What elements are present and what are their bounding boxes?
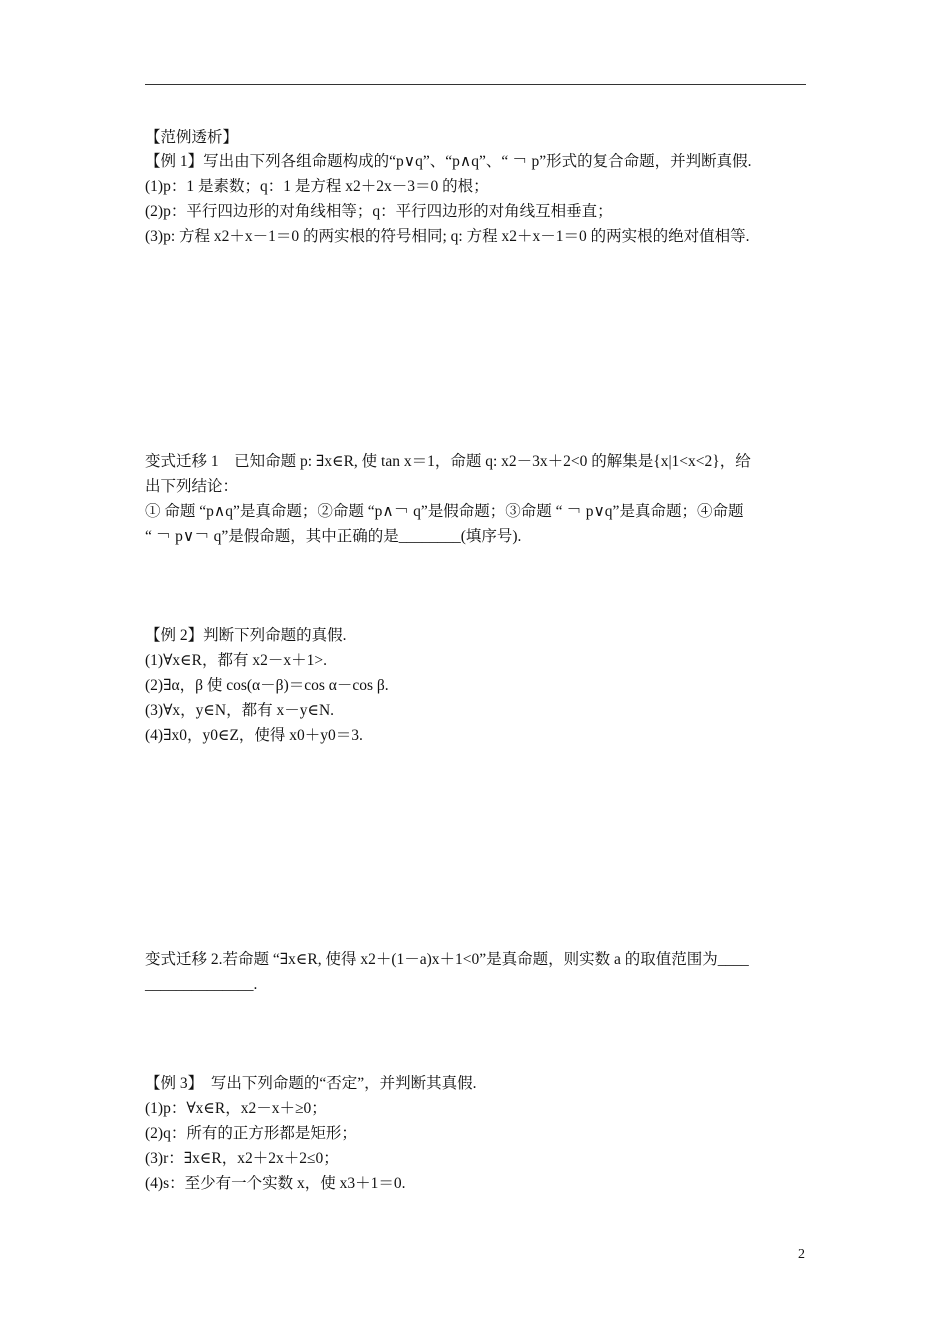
example3-item: (1)p：∀x∈R，x2－x＋≥0； bbox=[145, 1100, 327, 1117]
variant1-line: 变式迁移 1 已知命题 p: ∃x∈R, 使 tan x＝1，命题 q: x2－3x＋2<0 的解集是{x|1<x<2}，给 bbox=[145, 453, 751, 470]
example3-item: (4)s：至少有一个实数 x，使 x3＋1＝0. bbox=[145, 1175, 406, 1192]
variant2-line: 变式迁移 2.若命题 “∃x∈R, 使得 x2＋(1－a)x＋1<0”是真命题，则实数 a 的取值范围为____ bbox=[145, 951, 749, 968]
example2-item: (1)∀x∈R，都有 x2－x＋1>. bbox=[145, 652, 327, 669]
example2-item: (4)∃x0，y0∈Z，使得 x0＋y0＝3. bbox=[145, 727, 363, 744]
variant1-line: 出下列结论： bbox=[145, 478, 239, 495]
example3-item: (2)q：所有的正方形都是矩形； bbox=[145, 1125, 357, 1142]
header-rule bbox=[145, 84, 806, 85]
example2-title: 【例 2】判断下列命题的真假. bbox=[145, 627, 347, 644]
variant1-line: “ ￢ p∨￢ q”是假命题，其中正确的是________(填序号). bbox=[145, 528, 522, 545]
example1-title: 【例 1】写出由下列各组命题构成的“p∨q”、“p∧q”、“ ￢ p”形式的复合命题，并判断真假. bbox=[145, 153, 752, 170]
variant1-line: ① 命题 “p∧q”是真命题；②命题 “p∧￢ q”是假命题；③命题 “ ￢ p∨q”是真命题；④命题 bbox=[145, 503, 744, 520]
example1-item: (1)p：1 是素数；q：1 是方程 x2＋2x－3＝0 的根； bbox=[145, 178, 489, 195]
example2-item: (3)∀x，y∈N，都有 x－y∈N. bbox=[145, 702, 335, 719]
section-heading: 【范例透析】 bbox=[145, 129, 239, 146]
example1-item: (3)p: 方程 x2＋x－1＝0 的两实根的符号相同; q: 方程 x2＋x－1＝0 的两实根的绝对值相等. bbox=[145, 228, 750, 245]
example2-item: (2)∃α，β 使 cos(α－β)＝cos α－cos β. bbox=[145, 677, 389, 694]
example1-item: (2)p：平行四边形的对角线相等；q：平行四边形的对角线互相垂直； bbox=[145, 203, 613, 220]
variant2-line: ______________. bbox=[145, 976, 258, 993]
example3-item: (3)r：∃x∈R，x2＋2x＋2≤0； bbox=[145, 1150, 339, 1167]
example3-title: 【例 3】 写出下列命题的“否定”，并判断其真假. bbox=[145, 1075, 477, 1092]
page-number: 2 bbox=[798, 1247, 805, 1262]
